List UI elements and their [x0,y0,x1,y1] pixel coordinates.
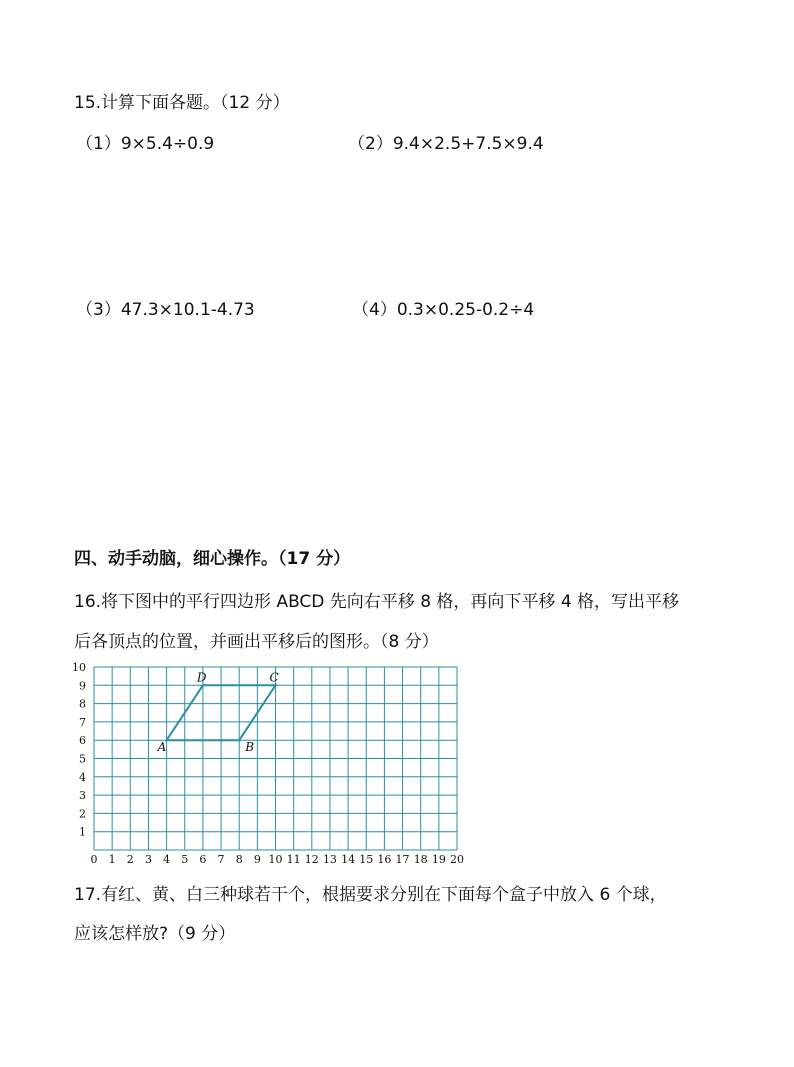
q17-text-line2: 应该怎样放?（9 分） [74,924,236,944]
vertex-label-d: D [196,670,207,685]
x-tick-label: 0 [90,853,98,866]
coordinate-grid-figure [70,660,470,870]
q15-title: 15.计算下面各题。（12 分） [74,93,290,113]
q15-item-3: （3）47.3×10.1-4.73 [76,300,255,320]
grid-lines [94,667,457,850]
x-tick-label: 15 [359,853,374,866]
x-tick-label: 14 [341,853,356,866]
x-tick-label: 3 [144,853,152,866]
y-tick-label: 10 [72,661,86,674]
tick-labels [72,661,464,866]
y-tick-label: 9 [79,679,86,693]
x-tick-label: 2 [126,853,134,866]
x-tick-label: 12 [304,853,319,866]
x-tick-label: 10 [268,853,283,866]
y-tick-label: 7 [79,715,86,729]
q16-text-line2: 后各顶点的位置，并画出平移后的图形。（8 分） [74,632,439,652]
x-tick-label: 9 [253,853,261,866]
vertex-label-a: A [157,740,167,755]
section-heading: 四、动手动脑，细心操作。（17 分） [74,549,351,569]
x-tick-label: 17 [395,853,410,866]
y-tick-label: 1 [79,825,86,839]
x-tick-label: 18 [413,853,428,866]
q15-item-2: （2）9.4×2.5+7.5×9.4 [348,134,544,154]
q16-text-line1: 16.将下图中的平行四边形 ABCD 先向右平移 8 格，再向下平移 4 格，写出平移 [74,592,680,612]
vertex-label-c: C [269,670,279,685]
y-tick-label: 2 [79,807,86,821]
q15-item-1: （1）9×5.4÷0.9 [76,134,215,154]
x-tick-label: 5 [181,853,189,866]
x-tick-label: 7 [217,853,225,866]
x-tick-label: 11 [286,853,301,866]
x-tick-label: 16 [377,853,392,866]
x-tick-label: 20 [450,853,464,866]
x-tick-label: 6 [199,853,207,866]
y-tick-label: 4 [79,770,86,784]
x-tick-label: 4 [163,853,171,866]
q17-text-line1: 17.有红、黄、白三种球若干个，根据要求分别在下面每个盒子中放入 6 个球， [74,885,667,905]
y-tick-label: 5 [79,752,86,766]
y-tick-label: 6 [79,734,86,748]
x-tick-label: 13 [322,853,337,866]
y-tick-label: 8 [79,697,86,711]
x-tick-label: 19 [431,853,446,866]
x-tick-label: 8 [235,853,243,866]
vertex-label-b: B [245,740,255,755]
vertex-labels [157,670,279,754]
y-tick-label: 3 [79,789,86,803]
q15-item-4: （4）0.3×0.25-0.2÷4 [352,300,535,320]
x-tick-label: 1 [108,853,116,866]
